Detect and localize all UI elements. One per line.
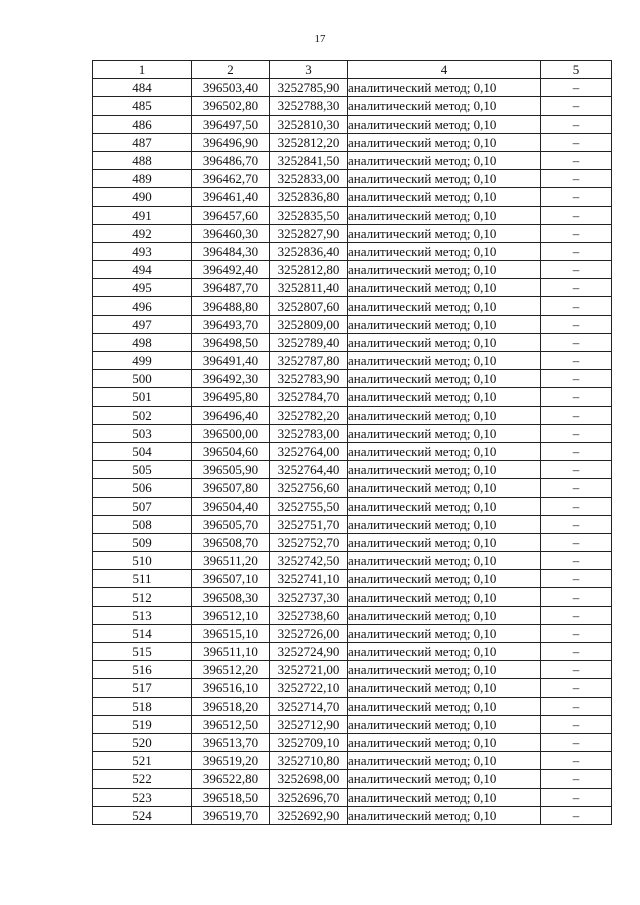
note-cell: –: [541, 588, 612, 606]
x-coordinate-cell: 396496,90: [192, 133, 270, 151]
table-row: [93, 151, 612, 169]
method-accuracy-cell: аналитический метод; 0,10: [348, 115, 541, 133]
table-row: [93, 788, 612, 806]
y-coordinate-cell: 3252696,70: [270, 788, 348, 806]
table-row: [93, 770, 612, 788]
table-row: [93, 370, 612, 388]
table-row: [93, 806, 612, 824]
column-header: 2: [192, 61, 270, 79]
point-number-cell: 492: [93, 224, 192, 242]
point-number-cell: 500: [93, 370, 192, 388]
y-coordinate-cell: 3252764,40: [270, 461, 348, 479]
method-accuracy-cell: аналитический метод; 0,10: [348, 770, 541, 788]
table-row: [93, 606, 612, 624]
method-accuracy-cell: аналитический метод; 0,10: [348, 224, 541, 242]
x-coordinate-cell: 396498,50: [192, 333, 270, 351]
y-coordinate-cell: 3252812,20: [270, 133, 348, 151]
method-accuracy-cell: аналитический метод; 0,10: [348, 715, 541, 733]
x-coordinate-cell: 396486,70: [192, 151, 270, 169]
method-accuracy-cell: аналитический метод; 0,10: [348, 533, 541, 551]
method-accuracy-cell: аналитический метод; 0,10: [348, 388, 541, 406]
method-accuracy-cell: аналитический метод; 0,10: [348, 406, 541, 424]
x-coordinate-cell: 396500,00: [192, 424, 270, 442]
table-row: [93, 315, 612, 333]
method-accuracy-cell: аналитический метод; 0,10: [348, 788, 541, 806]
x-coordinate-cell: 396504,60: [192, 442, 270, 460]
point-number-cell: 485: [93, 97, 192, 115]
point-number-cell: 508: [93, 515, 192, 533]
table-row: [93, 206, 612, 224]
note-cell: –: [541, 515, 612, 533]
y-coordinate-cell: 3252807,60: [270, 297, 348, 315]
y-coordinate-cell: 3252764,00: [270, 442, 348, 460]
table-row: [93, 533, 612, 551]
method-accuracy-cell: аналитический метод; 0,10: [348, 461, 541, 479]
column-header: 5: [541, 61, 612, 79]
y-coordinate-cell: 3252742,50: [270, 552, 348, 570]
point-number-cell: 517: [93, 679, 192, 697]
table-body: [93, 79, 612, 825]
y-coordinate-cell: 3252835,50: [270, 206, 348, 224]
method-accuracy-cell: аналитический метод; 0,10: [348, 606, 541, 624]
table-row: [93, 697, 612, 715]
note-cell: –: [541, 97, 612, 115]
y-coordinate-cell: 3252836,80: [270, 188, 348, 206]
y-coordinate-cell: 3252841,50: [270, 151, 348, 169]
note-cell: –: [541, 715, 612, 733]
method-accuracy-cell: аналитический метод; 0,10: [348, 170, 541, 188]
x-coordinate-cell: 396518,50: [192, 788, 270, 806]
method-accuracy-cell: аналитический метод; 0,10: [348, 370, 541, 388]
x-coordinate-cell: 396497,50: [192, 115, 270, 133]
note-cell: –: [541, 770, 612, 788]
coordinates-table: [92, 60, 612, 825]
point-number-cell: 497: [93, 315, 192, 333]
table-row: [93, 661, 612, 679]
note-cell: –: [541, 133, 612, 151]
method-accuracy-cell: аналитический метод; 0,10: [348, 424, 541, 442]
note-cell: –: [541, 242, 612, 260]
method-accuracy-cell: аналитический метод; 0,10: [348, 752, 541, 770]
table-row: [93, 570, 612, 588]
x-coordinate-cell: 396511,10: [192, 643, 270, 661]
x-coordinate-cell: 396492,30: [192, 370, 270, 388]
point-number-cell: 499: [93, 352, 192, 370]
table-row: [93, 388, 612, 406]
method-accuracy-cell: аналитический метод; 0,10: [348, 97, 541, 115]
y-coordinate-cell: 3252785,90: [270, 79, 348, 97]
note-cell: –: [541, 643, 612, 661]
note-cell: –: [541, 424, 612, 442]
table-row: [93, 588, 612, 606]
note-cell: –: [541, 752, 612, 770]
point-number-cell: 503: [93, 424, 192, 442]
point-number-cell: 515: [93, 643, 192, 661]
table-row: [93, 297, 612, 315]
note-cell: –: [541, 497, 612, 515]
x-coordinate-cell: 396491,40: [192, 352, 270, 370]
method-accuracy-cell: аналитический метод; 0,10: [348, 151, 541, 169]
note-cell: –: [541, 461, 612, 479]
point-number-cell: 507: [93, 497, 192, 515]
y-coordinate-cell: 3252809,00: [270, 315, 348, 333]
x-coordinate-cell: 396508,70: [192, 533, 270, 551]
x-coordinate-cell: 396503,40: [192, 79, 270, 97]
x-coordinate-cell: 396511,20: [192, 552, 270, 570]
y-coordinate-cell: 3252741,10: [270, 570, 348, 588]
table-row: [93, 261, 612, 279]
point-number-cell: 509: [93, 533, 192, 551]
note-cell: –: [541, 279, 612, 297]
note-cell: –: [541, 697, 612, 715]
method-accuracy-cell: аналитический метод; 0,10: [348, 133, 541, 151]
table-row: [93, 406, 612, 424]
method-accuracy-cell: аналитический метод; 0,10: [348, 297, 541, 315]
table-row: [93, 242, 612, 260]
y-coordinate-cell: 3252722,10: [270, 679, 348, 697]
y-coordinate-cell: 3252789,40: [270, 333, 348, 351]
point-number-cell: 501: [93, 388, 192, 406]
method-accuracy-cell: аналитический метод; 0,10: [348, 697, 541, 715]
table-row: [93, 279, 612, 297]
table-row: [93, 752, 612, 770]
column-header: 3: [270, 61, 348, 79]
x-coordinate-cell: 396519,70: [192, 806, 270, 824]
page-number: 17: [314, 33, 326, 45]
y-coordinate-cell: 3252710,80: [270, 752, 348, 770]
point-number-cell: 523: [93, 788, 192, 806]
point-number-cell: 519: [93, 715, 192, 733]
x-coordinate-cell: 396516,10: [192, 679, 270, 697]
y-coordinate-cell: 3252787,80: [270, 352, 348, 370]
note-cell: –: [541, 206, 612, 224]
point-number-cell: 516: [93, 661, 192, 679]
table-row: [93, 170, 612, 188]
point-number-cell: 490: [93, 188, 192, 206]
point-number-cell: 513: [93, 606, 192, 624]
y-coordinate-cell: 3252737,30: [270, 588, 348, 606]
note-cell: –: [541, 352, 612, 370]
table-row: [93, 133, 612, 151]
table-row: [93, 188, 612, 206]
x-coordinate-cell: 396484,30: [192, 242, 270, 260]
x-coordinate-cell: 396495,80: [192, 388, 270, 406]
table-row: [93, 461, 612, 479]
method-accuracy-cell: аналитический метод; 0,10: [348, 479, 541, 497]
table-row: [93, 224, 612, 242]
x-coordinate-cell: 396519,20: [192, 752, 270, 770]
point-number-cell: 489: [93, 170, 192, 188]
table-row: [93, 333, 612, 351]
y-coordinate-cell: 3252811,40: [270, 279, 348, 297]
note-cell: –: [541, 624, 612, 642]
y-coordinate-cell: 3252812,80: [270, 261, 348, 279]
x-coordinate-cell: 396462,70: [192, 170, 270, 188]
y-coordinate-cell: 3252810,30: [270, 115, 348, 133]
method-accuracy-cell: аналитический метод; 0,10: [348, 315, 541, 333]
note-cell: –: [541, 261, 612, 279]
point-number-cell: 522: [93, 770, 192, 788]
method-accuracy-cell: аналитический метод; 0,10: [348, 352, 541, 370]
y-coordinate-cell: 3252782,20: [270, 406, 348, 424]
point-number-cell: 511: [93, 570, 192, 588]
note-cell: –: [541, 806, 612, 824]
x-coordinate-cell: 396512,10: [192, 606, 270, 624]
note-cell: –: [541, 606, 612, 624]
y-coordinate-cell: 3252721,00: [270, 661, 348, 679]
note-cell: –: [541, 188, 612, 206]
y-coordinate-cell: 3252692,90: [270, 806, 348, 824]
note-cell: –: [541, 370, 612, 388]
method-accuracy-cell: аналитический метод; 0,10: [348, 515, 541, 533]
note-cell: –: [541, 552, 612, 570]
note-cell: –: [541, 297, 612, 315]
table-row: [93, 442, 612, 460]
table-row: [93, 424, 612, 442]
point-number-cell: 493: [93, 242, 192, 260]
table-row: [93, 497, 612, 515]
note-cell: –: [541, 479, 612, 497]
point-number-cell: 484: [93, 79, 192, 97]
y-coordinate-cell: 3252783,90: [270, 370, 348, 388]
table-row: [93, 643, 612, 661]
note-cell: –: [541, 151, 612, 169]
y-coordinate-cell: 3252752,70: [270, 533, 348, 551]
method-accuracy-cell: аналитический метод; 0,10: [348, 552, 541, 570]
x-coordinate-cell: 396507,10: [192, 570, 270, 588]
method-accuracy-cell: аналитический метод; 0,10: [348, 442, 541, 460]
y-coordinate-cell: 3252784,70: [270, 388, 348, 406]
x-coordinate-cell: 396487,70: [192, 279, 270, 297]
note-cell: –: [541, 733, 612, 751]
table-row: [93, 479, 612, 497]
table-row: [93, 624, 612, 642]
x-coordinate-cell: 396508,30: [192, 588, 270, 606]
x-coordinate-cell: 396493,70: [192, 315, 270, 333]
note-cell: –: [541, 388, 612, 406]
y-coordinate-cell: 3252755,50: [270, 497, 348, 515]
method-accuracy-cell: аналитический метод; 0,10: [348, 242, 541, 260]
x-coordinate-cell: 396492,40: [192, 261, 270, 279]
table-row: [93, 97, 612, 115]
x-coordinate-cell: 396488,80: [192, 297, 270, 315]
x-coordinate-cell: 396507,80: [192, 479, 270, 497]
note-cell: –: [541, 661, 612, 679]
method-accuracy-cell: аналитический метод; 0,10: [348, 570, 541, 588]
point-number-cell: 512: [93, 588, 192, 606]
note-cell: –: [541, 442, 612, 460]
method-accuracy-cell: аналитический метод; 0,10: [348, 643, 541, 661]
y-coordinate-cell: 3252738,60: [270, 606, 348, 624]
note-cell: –: [541, 224, 612, 242]
method-accuracy-cell: аналитический метод; 0,10: [348, 661, 541, 679]
point-number-cell: 487: [93, 133, 192, 151]
y-coordinate-cell: 3252827,90: [270, 224, 348, 242]
method-accuracy-cell: аналитический метод; 0,10: [348, 624, 541, 642]
y-coordinate-cell: 3252724,90: [270, 643, 348, 661]
x-coordinate-cell: 396496,40: [192, 406, 270, 424]
table-row: [93, 515, 612, 533]
method-accuracy-cell: аналитический метод; 0,10: [348, 588, 541, 606]
x-coordinate-cell: 396461,40: [192, 188, 270, 206]
column-header: 4: [348, 61, 541, 79]
x-coordinate-cell: 396522,80: [192, 770, 270, 788]
x-coordinate-cell: 396515,10: [192, 624, 270, 642]
header-row: [93, 61, 612, 79]
y-coordinate-cell: 3252788,30: [270, 97, 348, 115]
point-number-cell: 506: [93, 479, 192, 497]
point-number-cell: 502: [93, 406, 192, 424]
table-row: [93, 552, 612, 570]
point-number-cell: 521: [93, 752, 192, 770]
note-cell: –: [541, 170, 612, 188]
method-accuracy-cell: аналитический метод; 0,10: [348, 333, 541, 351]
x-coordinate-cell: 396460,30: [192, 224, 270, 242]
x-coordinate-cell: 396518,20: [192, 697, 270, 715]
y-coordinate-cell: 3252783,00: [270, 424, 348, 442]
point-number-cell: 495: [93, 279, 192, 297]
point-number-cell: 504: [93, 442, 192, 460]
method-accuracy-cell: аналитический метод; 0,10: [348, 79, 541, 97]
column-header: 1: [93, 61, 192, 79]
x-coordinate-cell: 396512,20: [192, 661, 270, 679]
x-coordinate-cell: 396504,40: [192, 497, 270, 515]
method-accuracy-cell: аналитический метод; 0,10: [348, 279, 541, 297]
point-number-cell: 514: [93, 624, 192, 642]
point-number-cell: 505: [93, 461, 192, 479]
y-coordinate-cell: 3252833,00: [270, 170, 348, 188]
method-accuracy-cell: аналитический метод; 0,10: [348, 188, 541, 206]
x-coordinate-cell: 396457,60: [192, 206, 270, 224]
table-row: [93, 733, 612, 751]
note-cell: –: [541, 679, 612, 697]
x-coordinate-cell: 396513,70: [192, 733, 270, 751]
y-coordinate-cell: 3252714,70: [270, 697, 348, 715]
point-number-cell: 498: [93, 333, 192, 351]
note-cell: –: [541, 406, 612, 424]
y-coordinate-cell: 3252698,00: [270, 770, 348, 788]
x-coordinate-cell: 396512,50: [192, 715, 270, 733]
note-cell: –: [541, 533, 612, 551]
table-row: [93, 79, 612, 97]
x-coordinate-cell: 396505,90: [192, 461, 270, 479]
x-coordinate-cell: 396502,80: [192, 97, 270, 115]
point-number-cell: 518: [93, 697, 192, 715]
note-cell: –: [541, 79, 612, 97]
point-number-cell: 486: [93, 115, 192, 133]
note-cell: –: [541, 570, 612, 588]
point-number-cell: 491: [93, 206, 192, 224]
table-row: [93, 679, 612, 697]
point-number-cell: 510: [93, 552, 192, 570]
table-row: [93, 352, 612, 370]
method-accuracy-cell: аналитический метод; 0,10: [348, 206, 541, 224]
note-cell: –: [541, 315, 612, 333]
x-coordinate-cell: 396505,70: [192, 515, 270, 533]
method-accuracy-cell: аналитический метод; 0,10: [348, 806, 541, 824]
table-row: [93, 115, 612, 133]
point-number-cell: 496: [93, 297, 192, 315]
method-accuracy-cell: аналитический метод; 0,10: [348, 261, 541, 279]
y-coordinate-cell: 3252712,90: [270, 715, 348, 733]
note-cell: –: [541, 333, 612, 351]
point-number-cell: 524: [93, 806, 192, 824]
point-number-cell: 494: [93, 261, 192, 279]
y-coordinate-cell: 3252836,40: [270, 242, 348, 260]
point-number-cell: 488: [93, 151, 192, 169]
note-cell: –: [541, 115, 612, 133]
method-accuracy-cell: аналитический метод; 0,10: [348, 679, 541, 697]
y-coordinate-cell: 3252709,10: [270, 733, 348, 751]
y-coordinate-cell: 3252756,60: [270, 479, 348, 497]
method-accuracy-cell: аналитический метод; 0,10: [348, 497, 541, 515]
method-accuracy-cell: аналитический метод; 0,10: [348, 733, 541, 751]
y-coordinate-cell: 3252751,70: [270, 515, 348, 533]
point-number-cell: 520: [93, 733, 192, 751]
table-row: [93, 715, 612, 733]
note-cell: –: [541, 788, 612, 806]
y-coordinate-cell: 3252726,00: [270, 624, 348, 642]
